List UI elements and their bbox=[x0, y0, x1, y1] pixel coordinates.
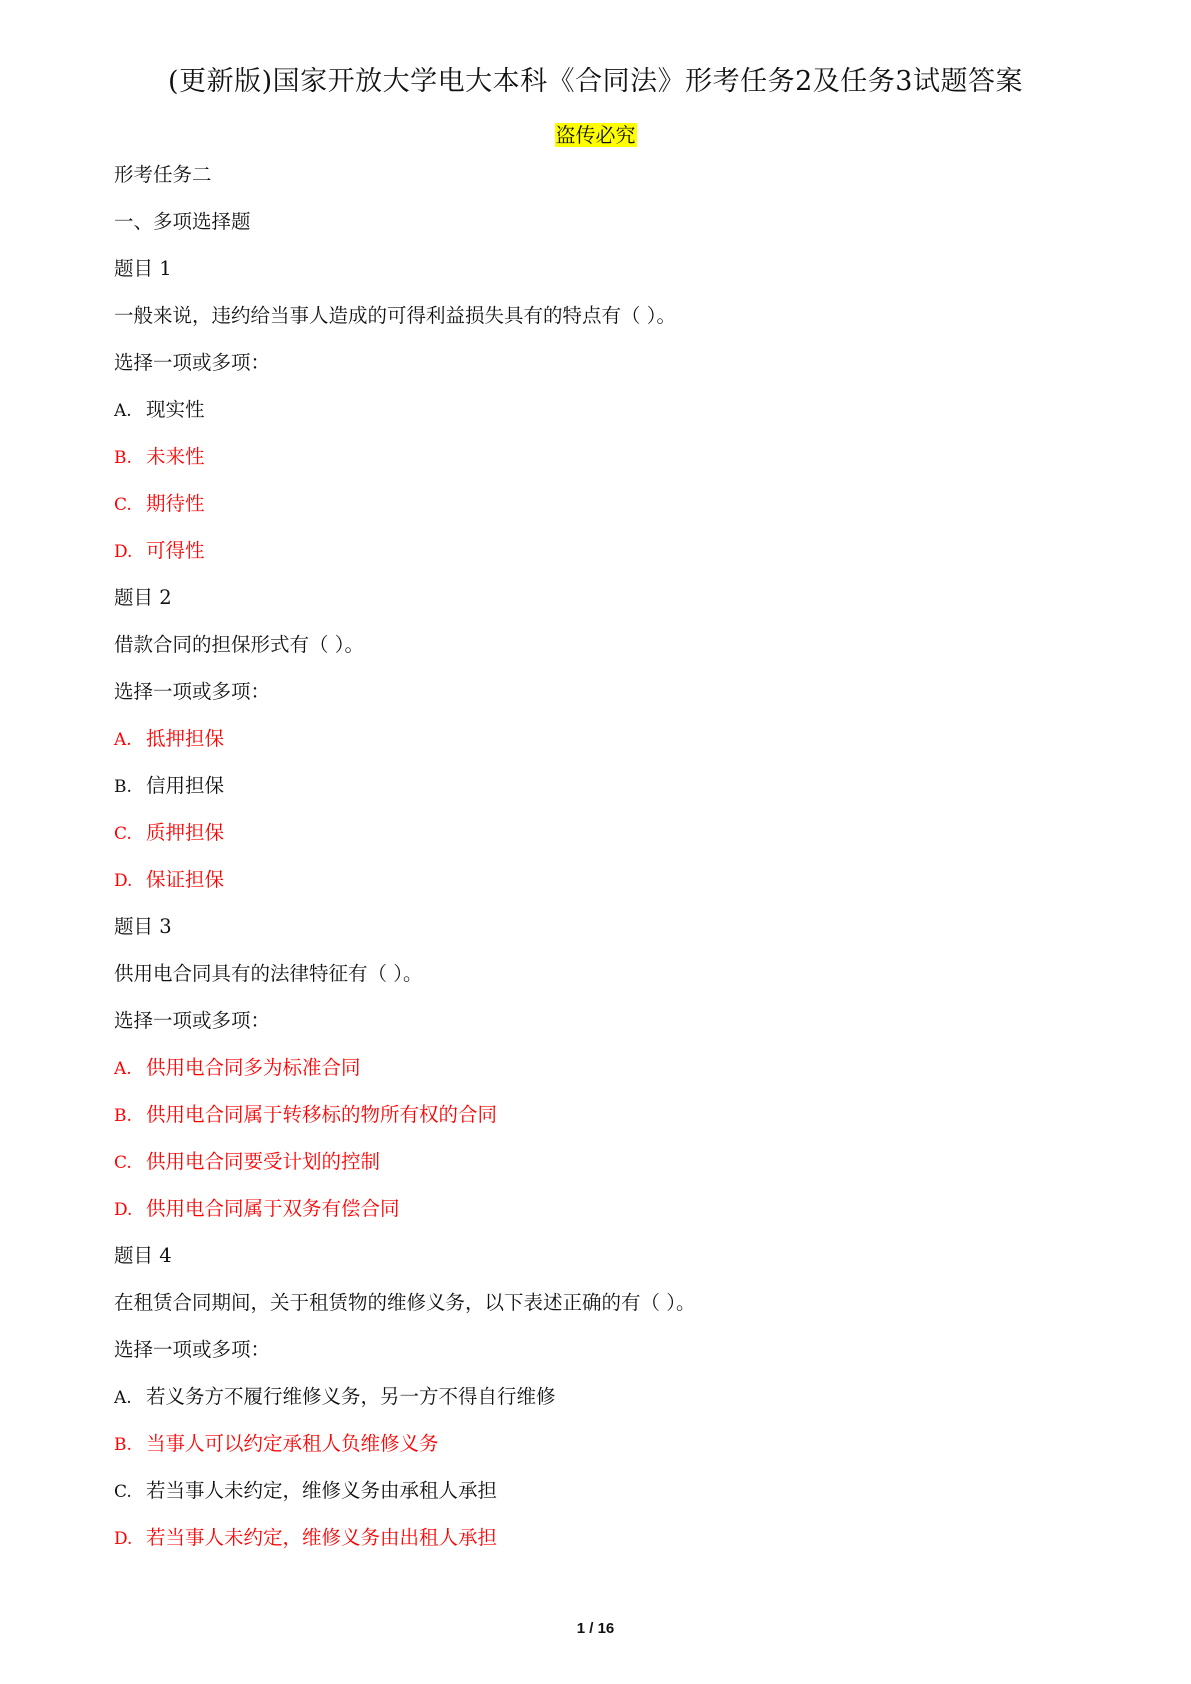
option-text: 保证担保 bbox=[146, 868, 225, 891]
option-text: 供用电合同属于转移标的物所有权的合同 bbox=[146, 1103, 498, 1126]
question-stem: 在租赁合同期间，关于租赁物的维修义务，以下表述正确的有（ ）。 bbox=[114, 1291, 696, 1314]
question-stem: 供用电合同具有的法律特征有（ ）。 bbox=[114, 962, 423, 985]
option-letter: A. bbox=[114, 730, 132, 750]
option-text: 信用担保 bbox=[146, 774, 225, 797]
question-label: 题目 1 bbox=[114, 257, 172, 280]
option-row bbox=[114, 1382, 1074, 1429]
option-row bbox=[114, 1429, 1074, 1476]
option-letter: A. bbox=[114, 1059, 132, 1079]
option-text: 当事人可以约定承租人负维修义务 bbox=[146, 1432, 439, 1455]
option-row bbox=[114, 1147, 1074, 1194]
question-label: 题目 4 bbox=[114, 1244, 172, 1267]
option-row bbox=[114, 1523, 1074, 1570]
question-label: 题目 2 bbox=[114, 586, 172, 609]
option-letter: B. bbox=[114, 448, 132, 468]
option-letter: B. bbox=[114, 1435, 132, 1455]
option-text: 现实性 bbox=[146, 398, 205, 421]
option-letter: A. bbox=[114, 1388, 132, 1408]
question-instruction: 选择一项或多项： bbox=[114, 680, 271, 703]
option-letter: A. bbox=[114, 401, 132, 421]
question-instruction: 选择一项或多项： bbox=[114, 351, 271, 374]
option-letter: C. bbox=[114, 1153, 132, 1173]
option-letter: C. bbox=[114, 495, 132, 515]
option-row bbox=[114, 1053, 1074, 1100]
option-letter: D. bbox=[114, 1200, 133, 1220]
option-row bbox=[114, 1476, 1074, 1523]
copyright-notice bbox=[0, 120, 1191, 150]
question-stem: 一般来说，违约给当事人造成的可得利益损失具有的特点有（ ）。 bbox=[114, 304, 676, 327]
option-letter: D. bbox=[114, 1529, 133, 1549]
question-stem: 借款合同的担保形式有（ ）。 bbox=[114, 633, 364, 656]
option-text: 抵押担保 bbox=[146, 727, 225, 750]
option-text: 供用电合同属于双务有偿合同 bbox=[146, 1197, 400, 1220]
option-row bbox=[114, 724, 1074, 771]
option-row bbox=[114, 771, 1074, 818]
option-text: 若义务方不履行维修义务，另一方不得自行维修 bbox=[146, 1385, 556, 1408]
option-letter: C. bbox=[114, 824, 132, 844]
option-text: 期待性 bbox=[146, 492, 205, 515]
option-letter: D. bbox=[114, 542, 133, 562]
option-text: 质押担保 bbox=[146, 821, 225, 844]
option-text: 若当事人未约定，维修义务由出租人承担 bbox=[146, 1526, 498, 1549]
option-letter: B. bbox=[114, 777, 132, 797]
option-text: 若当事人未约定，维修义务由承租人承担 bbox=[146, 1479, 498, 1502]
document-body bbox=[114, 160, 1074, 1570]
question-instruction: 选择一项或多项： bbox=[114, 1009, 271, 1032]
option-row bbox=[114, 1194, 1074, 1241]
option-row bbox=[114, 536, 1074, 583]
document-title: (更新版)国家开放大学电大本科《合同法》形考任务2及任务3试题答案 bbox=[168, 66, 1023, 97]
option-letter: C. bbox=[114, 1482, 132, 1502]
question-label: 题目 3 bbox=[114, 915, 172, 938]
option-row bbox=[114, 489, 1074, 536]
option-row bbox=[114, 1100, 1074, 1147]
option-row bbox=[114, 818, 1074, 865]
question-instruction: 选择一项或多项： bbox=[114, 1338, 271, 1361]
notice-highlight: 盗传必究 bbox=[555, 123, 636, 147]
option-row bbox=[114, 395, 1074, 442]
option-letter: B. bbox=[114, 1106, 132, 1126]
option-text: 供用电合同要受计划的控制 bbox=[146, 1150, 381, 1173]
option-text: 可得性 bbox=[146, 539, 205, 562]
option-letter: D. bbox=[114, 871, 133, 891]
page-number: 1 / 16 bbox=[576, 1620, 615, 1637]
task-heading: 形考任务二 bbox=[114, 163, 212, 186]
option-text: 供用电合同多为标准合同 bbox=[146, 1056, 361, 1079]
section-heading: 一、多项选择题 bbox=[114, 210, 251, 233]
option-text: 未来性 bbox=[146, 445, 205, 468]
option-row bbox=[114, 442, 1074, 489]
option-row bbox=[114, 865, 1074, 912]
